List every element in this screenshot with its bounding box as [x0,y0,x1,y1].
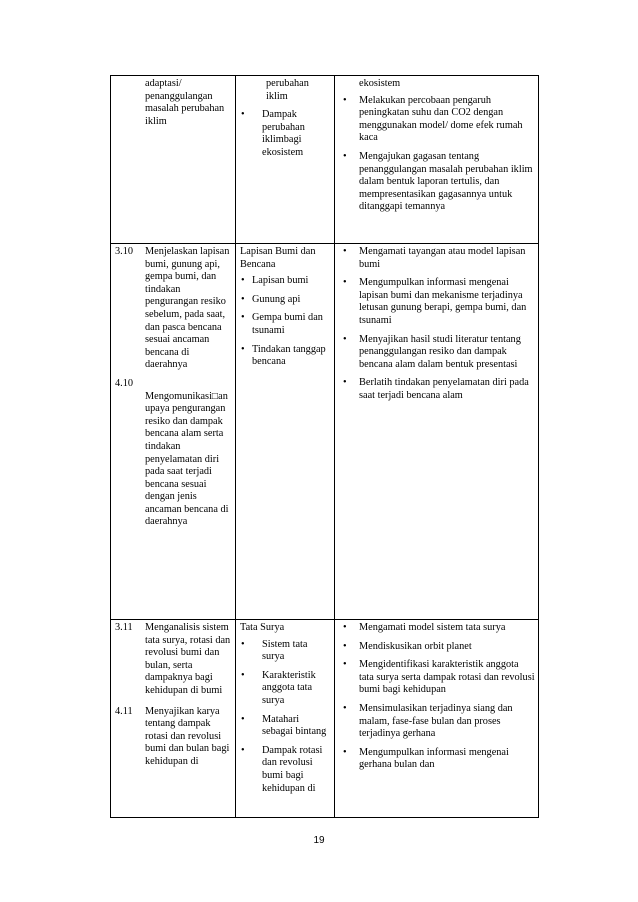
kegiatan-cell [335,620,539,818]
materi-item: • Matahari sebagai bintang [240,714,331,739]
kd-number: 3.10 [115,246,134,257]
kegiatan-item: • Mengumpulkan informasi mengenai lapisan bumi dan mekanisme terjadinya letusan gunung berapi, gempa bumi, dan tsunami [339,277,535,327]
materi-cell [236,76,335,244]
table-row [111,76,539,244]
kegiatan-item: • Menyajikan hasil studi literatur tentang penanggulangan resiko dan dampak bencana alam dalam bentuk presentasi [339,334,535,372]
kegiatan-item: • Mengumpulkan informasi mengenai gerhana bulan dan [339,747,535,772]
kd-text: Mengomunikasi□an upaya pengurangan resiko dan dampak bencana alam serta tindakan penyelamatan diri pada saat terjadi bencana sesuai dengan jenis ancaman bencana di daerahnya [145,390,229,528]
kd-text: Menganalisis sistem tata surya, rotasi dan revolusi bumi dan bulan, serta dampaknya bagi kehidupan di bumi [145,622,231,696]
table-row [111,620,539,818]
kegiatan-cell [335,76,539,244]
materi-item: • Dampak perubahan iklimbagi ekosistem [240,109,331,159]
kd-number: 4.11 [115,705,133,717]
kegiatan-item: • Melakukan percobaan pengaruh peningkatan suhu dan CO2 dengan menggunakan model/ dome efek rumah kaca [339,95,535,145]
materi-title: Lapisan Bumi dan Bencana [240,246,316,270]
kegiatan-item: • Mengidentifikasi karakteristik anggota tata surya serta dampak rotasi dan revolusi bumi bagi kehidupan [339,659,535,697]
kd-text: Menyajikan karya tentang dampak rotasi dan revolusi bumi dan bulan bagi kehidupan di [145,705,230,767]
kd-number: 3.11 [115,622,133,633]
kompetensi-dasar-cell [111,244,236,620]
kompetensi-dasar-cell [111,76,236,244]
curriculum-table [110,75,539,818]
kd-number: 4.10 [115,377,134,389]
kegiatan-item: • Mengamati model sistem tata surya [339,622,535,635]
table-row [111,244,539,620]
kompetensi-dasar-cell [111,620,236,818]
kd-entry [115,378,232,529]
kd-text: Menjelaskan lapisan bumi, gunung api, gempa bumi, dan tindakan pengurangan resiko sebelum, pada saat, dan pasca bencana sesuai ancaman bencana di daerahnya [145,246,230,371]
kegiatan-item: • Mengajukan gagasan tentang penanggulangan masalah perubahan iklim dalam bentuk laporan tertulis, dan mempresentasikan gagasannya untuk ditanggapi temannya [339,151,535,214]
kegiatan-lead: ekosistem [359,78,401,89]
kd-text: adaptasi/ penanggulangan masalah perubahan iklim [145,78,225,127]
kegiatan-item: • Mendiskusikan orbit planet [339,641,535,654]
kd-entry [115,622,232,698]
materi-item: • Gunung api [240,294,331,307]
kegiatan-item: • Mensimulasikan terjadinya siang dan malam, fase-fase bulan dan proses terjadinya gerhana [339,703,535,741]
materi-cell [236,244,335,620]
kegiatan-item: • Berlatih tindakan penyelamatan diri pada saat terjadi bencana alam [339,377,535,402]
kegiatan-item: • Mengamati tayangan atau model lapisan bumi [339,246,535,271]
materi-item: • Sistem tata surya [240,639,331,664]
materi-item: • Karakteristik anggota tata surya [240,670,331,708]
materi-item: • Tindakan tanggap bencana [240,344,331,369]
materi-item: • Lapisan bumi [240,275,331,288]
page-number: 19 [313,835,325,846]
materi-item: • Dampak rotasi dan revolusi bumi bagi kehidupan di [240,745,331,795]
materi-title: Tata Surya [240,622,285,633]
materi-cell [236,620,335,818]
kd-entry [115,246,232,372]
kegiatan-cell [335,244,539,620]
materi-lead: perubahan iklim [266,78,309,102]
materi-item: • Gempa bumi dan tsunami [240,312,331,337]
kd-entry [115,706,232,769]
